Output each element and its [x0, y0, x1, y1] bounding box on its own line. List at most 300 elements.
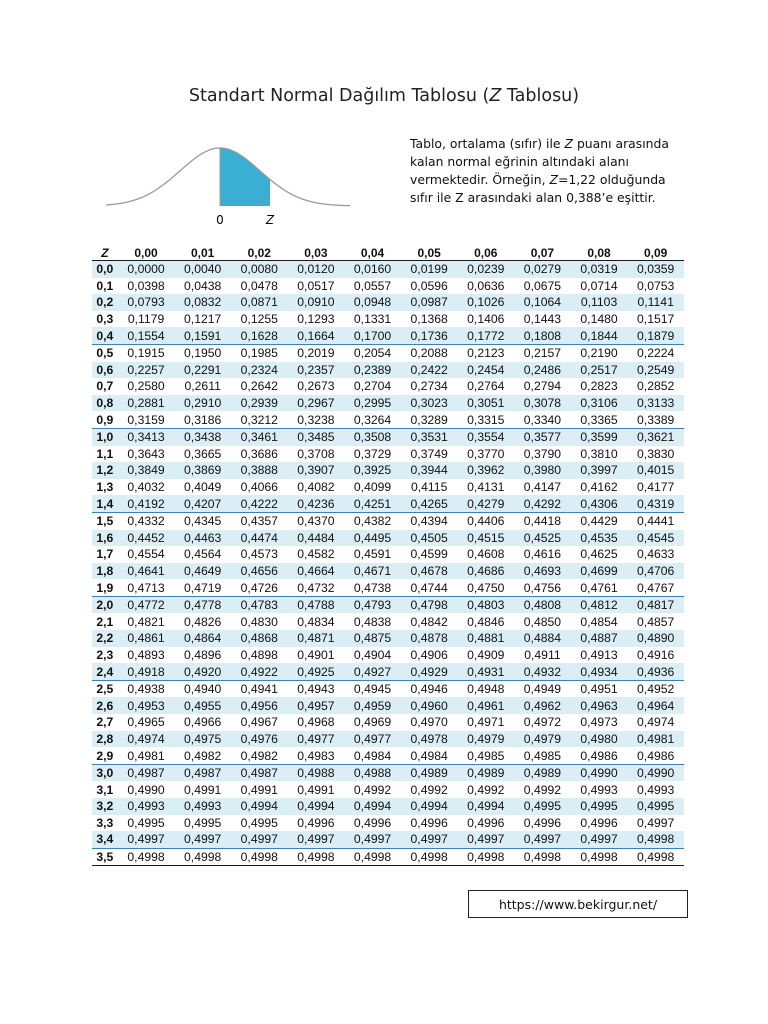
table-row: [92, 563, 684, 580]
area-cell: 0,3133: [627, 395, 684, 412]
area-cell: 0,3708: [297, 446, 335, 461]
header-col: 0,03: [288, 245, 345, 261]
area-cell: 0,4998: [174, 848, 231, 866]
area-cell: 0,4941: [231, 680, 288, 697]
area-cell: 0,4332: [118, 512, 175, 529]
area-cell: 0,1591: [174, 327, 231, 344]
area-cell: 0,4671: [344, 563, 401, 580]
table-row: [92, 428, 684, 445]
area-cell: 0,4998: [118, 848, 175, 866]
title-suffix: Tablosu): [501, 86, 580, 106]
area-cell: 0,4803: [457, 596, 514, 613]
z-value-cell: 1,9: [96, 580, 114, 595]
area-cell: 0,4988: [344, 764, 401, 781]
area-cell: 0,4956: [231, 697, 288, 714]
area-cell: 0,4990: [627, 764, 684, 781]
area-cell: 0,4633: [637, 547, 675, 562]
z-value-cell: 0,4: [92, 327, 118, 344]
area-cell: 0,4901: [297, 647, 335, 662]
table-row: [92, 848, 684, 866]
table-row: [92, 278, 684, 295]
area-cell: 0,4916: [637, 647, 675, 662]
area-cell: 0,4996: [353, 815, 392, 830]
area-cell: 0,4830: [240, 614, 278, 629]
area-cell: 0,4997: [401, 831, 458, 848]
area-cell: 0,4032: [127, 480, 165, 495]
area-cell: 0,4980: [571, 731, 628, 748]
area-cell: 0,4345: [174, 512, 231, 529]
header-col: 0,09: [627, 245, 684, 261]
area-cell: 0,4995: [514, 798, 571, 815]
table-row: [92, 731, 684, 748]
area-cell: 0,2910: [174, 395, 231, 412]
table-header-row: [92, 245, 684, 261]
z-value-cell: 2,6: [92, 697, 118, 714]
area-cell: 0,0438: [184, 278, 222, 293]
area-cell: 0,4946: [401, 680, 458, 697]
table-row: [92, 495, 684, 512]
area-cell: 0,3023: [401, 395, 458, 412]
area-cell: 0,2224: [627, 344, 684, 361]
area-cell: 0,1064: [514, 294, 571, 311]
area-cell: 0,2549: [627, 362, 684, 379]
table-row: [92, 411, 684, 428]
area-cell: 0,3264: [353, 412, 392, 427]
area-cell: 0,2486: [514, 362, 571, 379]
area-cell: 0,4382: [344, 512, 401, 529]
area-cell: 0,4236: [288, 495, 345, 512]
area-cell: 0,4761: [580, 580, 618, 595]
z-value-cell: 2,8: [92, 731, 118, 748]
area-cell: 0,1950: [174, 344, 231, 361]
area-cell: 0,1443: [523, 312, 562, 327]
z-value-cell: 2,1: [96, 614, 114, 629]
area-cell: 0,4982: [184, 748, 222, 763]
table-row: [92, 479, 684, 496]
area-cell: 0,4975: [174, 731, 231, 748]
table-row: [92, 327, 684, 344]
header-col: 0,00: [118, 245, 175, 261]
area-cell: 0,3621: [627, 428, 684, 445]
area-cell: 0,4972: [523, 715, 562, 730]
area-cell: 0,3944: [401, 462, 458, 479]
z-value-cell: 2,0: [92, 596, 118, 613]
area-cell: 0,0000: [118, 261, 175, 278]
area-cell: 0,2291: [174, 362, 231, 379]
table-row: [92, 613, 684, 630]
area-cell: 0,4515: [457, 530, 514, 547]
z-value-cell: 3,0: [92, 764, 118, 781]
area-cell: 0,2764: [467, 379, 505, 394]
area-cell: 0,4441: [627, 512, 684, 529]
area-cell: 0,4995: [184, 815, 222, 830]
table-row: [92, 530, 684, 547]
area-cell: 0,2454: [457, 362, 514, 379]
area-cell: 0,4904: [353, 647, 392, 662]
area-cell: 0,4967: [240, 715, 278, 730]
area-cell: 0,2673: [297, 379, 335, 394]
area-cell: 0,4394: [401, 512, 458, 529]
area-cell: 0,4719: [184, 580, 222, 595]
area-cell: 0,1700: [344, 327, 401, 344]
table-row: [92, 781, 684, 798]
area-cell: 0,4890: [627, 630, 684, 647]
area-cell: 0,4893: [127, 647, 165, 662]
area-cell: 0,4911: [524, 647, 561, 662]
area-cell: 0,1879: [627, 327, 684, 344]
z-value-cell: 1,0: [92, 428, 118, 445]
area-cell: 0,4997: [637, 815, 675, 830]
area-cell: 0,3869: [174, 462, 231, 479]
area-cell: 0,3749: [410, 446, 448, 461]
area-cell: 0,0160: [344, 261, 401, 278]
area-cell: 0,4788: [288, 596, 345, 613]
z-value-cell: 3,4: [92, 831, 118, 848]
area-cell: 0,4834: [297, 614, 335, 629]
normal-curve-figure: [100, 138, 360, 230]
area-cell: 0,2967: [288, 395, 345, 412]
area-cell: 0,1293: [297, 312, 335, 327]
table-row: [92, 596, 684, 613]
z-value-cell: 2,9: [96, 748, 114, 763]
area-cell: 0,3078: [514, 395, 571, 412]
area-cell: 0,1331: [353, 312, 392, 327]
area-cell: 0,4995: [240, 815, 278, 830]
area-cell: 0,3554: [457, 428, 514, 445]
area-cell: 0,4961: [457, 697, 514, 714]
description-line-4: sıfır ile Z arasındaki alan 0,388’e eşittir.: [410, 190, 656, 205]
area-cell: 0,4971: [467, 715, 505, 730]
title-prefix: Standart Normal Dağılım Tablosu (: [188, 86, 490, 106]
area-cell: 0,4564: [184, 547, 222, 562]
z-value-cell: 1,2: [92, 462, 118, 479]
area-cell: 0,3849: [118, 462, 175, 479]
table-row: [92, 663, 684, 680]
area-cell: 0,4495: [344, 530, 401, 547]
area-cell: 0,4992: [353, 782, 392, 797]
area-cell: 0,2995: [344, 395, 401, 412]
area-cell: 0,4985: [523, 748, 562, 763]
area-cell: 0,4649: [174, 563, 231, 580]
area-cell: 0,4997: [514, 831, 571, 848]
area-cell: 0,1517: [637, 312, 675, 327]
area-cell: 0,4798: [401, 596, 458, 613]
area-cell: 0,4985: [467, 748, 505, 763]
area-cell: 0,4608: [467, 547, 505, 562]
area-cell: 0,1736: [401, 327, 458, 344]
area-cell: 0,4994: [288, 798, 345, 815]
area-cell: 0,4998: [571, 848, 628, 866]
area-cell: 0,4993: [637, 782, 675, 797]
z-value-cell: 3,5: [92, 848, 118, 866]
table-row: [92, 294, 684, 311]
area-cell: 0,4996: [297, 815, 335, 830]
description-line-1: Tablo, ortalama (sıfır) ile Z puanı arasında: [410, 136, 669, 151]
area-cell: 0,2389: [344, 362, 401, 379]
title-z: Z: [489, 86, 502, 106]
area-cell: 0,4625: [580, 547, 618, 562]
area-cell: 0,4948: [457, 680, 514, 697]
page-title: [0, 86, 768, 106]
z-value-cell: 1,5: [92, 512, 118, 529]
area-cell: 0,1026: [457, 294, 514, 311]
table-row: [92, 462, 684, 479]
area-cell: 0,4452: [118, 530, 175, 547]
area-cell: 0,4998: [231, 848, 288, 866]
area-cell: 0,0199: [401, 261, 458, 278]
z-value-cell: 0,2: [92, 294, 118, 311]
area-cell: 0,4957: [288, 697, 345, 714]
area-cell: 0,4591: [353, 547, 392, 562]
table-row: [92, 546, 684, 563]
area-cell: 0,4965: [127, 715, 165, 730]
area-cell: 0,0793: [118, 294, 175, 311]
area-cell: 0,4793: [344, 596, 401, 613]
area-cell: 0,1664: [288, 327, 345, 344]
area-cell: 0,2823: [580, 379, 618, 394]
area-cell: 0,2939: [231, 395, 288, 412]
area-cell: 0,4812: [571, 596, 628, 613]
area-cell: 0,1368: [410, 312, 448, 327]
area-cell: 0,3438: [174, 428, 231, 445]
area-cell: 0,3461: [231, 428, 288, 445]
area-cell: 0,4357: [231, 512, 288, 529]
area-cell: 0,4943: [288, 680, 345, 697]
area-cell: 0,0596: [410, 278, 448, 293]
header-col: 0,02: [231, 245, 288, 261]
area-cell: 0,4966: [184, 715, 222, 730]
area-cell: 0,4015: [627, 462, 684, 479]
area-cell: 0,4922: [231, 663, 288, 680]
area-cell: 0,4726: [240, 580, 278, 595]
area-cell: 0,0871: [231, 294, 288, 311]
area-cell: 0,4996: [523, 815, 562, 830]
area-cell: 0,4732: [297, 580, 335, 595]
area-cell: 0,4969: [353, 715, 392, 730]
area-cell: 0,4982: [240, 748, 278, 763]
table-row: [92, 680, 684, 697]
area-cell: 0,4099: [353, 480, 392, 495]
area-cell: 0,4319: [627, 495, 684, 512]
area-cell: 0,3212: [240, 412, 278, 427]
area-cell: 0,3238: [297, 412, 335, 427]
area-cell: 0,3485: [288, 428, 345, 445]
area-cell: 0,1179: [127, 312, 165, 327]
website-url[interactable]: https://www.bekirgur.net/: [468, 890, 688, 918]
area-cell: 0,1808: [514, 327, 571, 344]
area-cell: 0,1480: [580, 312, 618, 327]
area-cell: 0,2580: [127, 379, 165, 394]
area-cell: 0,4998: [514, 848, 571, 866]
z-value-cell: 1,8: [92, 563, 118, 580]
area-cell: 0,1255: [240, 312, 278, 327]
area-cell: 0,4750: [467, 580, 505, 595]
area-cell: 0,3962: [457, 462, 514, 479]
area-cell: 0,0279: [514, 261, 571, 278]
area-cell: 0,4616: [523, 547, 562, 562]
area-cell: 0,4846: [467, 614, 505, 629]
area-cell: 0,4970: [410, 715, 448, 730]
area-cell: 0,4973: [580, 715, 618, 730]
area-cell: 0,4997: [571, 831, 628, 848]
area-cell: 0,4992: [523, 782, 562, 797]
area-cell: 0,4850: [523, 614, 562, 629]
area-cell: 0,2123: [457, 344, 514, 361]
area-cell: 0,2054: [344, 344, 401, 361]
table-row: [92, 630, 684, 647]
area-cell: 0,1628: [231, 327, 288, 344]
area-cell: 0,4949: [514, 680, 571, 697]
area-cell: 0,4989: [401, 764, 458, 781]
area-cell: 0,4881: [457, 630, 514, 647]
area-cell: 0,3051: [457, 395, 514, 412]
area-cell: 0,4997: [118, 831, 175, 848]
table-row: [92, 831, 684, 848]
area-cell: 0,3925: [344, 462, 401, 479]
area-cell: 0,0319: [571, 261, 628, 278]
area-cell: 0,2852: [637, 379, 675, 394]
area-cell: 0,4864: [174, 630, 231, 647]
area-cell: 0,4929: [401, 663, 458, 680]
area-cell: 0,4599: [410, 547, 448, 562]
area-cell: 0,4991: [240, 782, 278, 797]
area-cell: 0,3888: [231, 462, 288, 479]
area-cell: 0,4826: [184, 614, 222, 629]
area-cell: 0,4981: [627, 731, 684, 748]
area-cell: 0,2357: [288, 362, 345, 379]
area-cell: 0,4998: [457, 848, 514, 866]
area-cell: 0,4993: [174, 798, 231, 815]
z-value-cell: 1,6: [92, 530, 118, 547]
table-row: [92, 747, 684, 764]
area-cell: 0,3508: [344, 428, 401, 445]
area-cell: 0,4898: [240, 647, 278, 662]
z-value-cell: 1,3: [96, 480, 114, 495]
table-row: [92, 378, 684, 395]
area-cell: 0,4987: [118, 764, 175, 781]
area-cell: 0,4974: [118, 731, 175, 748]
area-cell: 0,0910: [288, 294, 345, 311]
area-cell: 0,4998: [627, 848, 684, 866]
area-cell: 0,4406: [457, 512, 514, 529]
area-cell: 0,2019: [288, 344, 345, 361]
area-cell: 0,4979: [514, 731, 571, 748]
area-cell: 0,4066: [240, 480, 278, 495]
area-cell: 0,4463: [174, 530, 231, 547]
area-cell: 0,4945: [344, 680, 401, 697]
area-cell: 0,3340: [523, 412, 562, 427]
z-value-cell: 0,0: [92, 261, 118, 278]
area-cell: 0,4279: [457, 495, 514, 512]
z-value-cell: 0,3: [96, 312, 114, 327]
area-cell: 0,4996: [467, 815, 505, 830]
area-cell: 0,4934: [571, 663, 628, 680]
area-cell: 0,1141: [627, 294, 684, 311]
area-cell: 0,1406: [467, 312, 505, 327]
area-cell: 0,2734: [410, 379, 448, 394]
z-value-cell: 0,6: [92, 362, 118, 379]
table-row: [92, 579, 684, 596]
area-cell: 0,1915: [118, 344, 175, 361]
area-cell: 0,4981: [127, 748, 165, 763]
area-cell: 0,4977: [288, 731, 345, 748]
area-cell: 0,4992: [410, 782, 448, 797]
area-cell: 0,4920: [174, 663, 231, 680]
area-cell: 0,4418: [514, 512, 571, 529]
area-cell: 0,2642: [240, 379, 278, 394]
table-row: [92, 446, 684, 463]
area-cell: 0,4713: [127, 580, 165, 595]
area-cell: 0,4817: [627, 596, 684, 613]
area-cell: 0,1554: [118, 327, 175, 344]
area-cell: 0,3643: [127, 446, 165, 461]
area-cell: 0,0359: [627, 261, 684, 278]
area-cell: 0,4931: [457, 663, 514, 680]
area-cell: 0,4959: [344, 697, 401, 714]
table-row: [92, 395, 684, 412]
area-cell: 0,2157: [514, 344, 571, 361]
area-cell: 0,0517: [297, 278, 335, 293]
area-cell: 0,4986: [580, 748, 618, 763]
area-cell: 0,4554: [127, 547, 165, 562]
area-cell: 0,0948: [344, 294, 401, 311]
area-cell: 0,4997: [457, 831, 514, 848]
area-cell: 0,4997: [174, 831, 231, 848]
area-cell: 0,4951: [571, 680, 628, 697]
area-cell: 0,3770: [467, 446, 505, 461]
area-cell: 0,4984: [410, 748, 448, 763]
area-cell: 0,4641: [118, 563, 175, 580]
area-cell: 0,4767: [637, 580, 675, 595]
table-row: [92, 362, 684, 379]
area-cell: 0,4936: [627, 663, 684, 680]
area-cell: 0,4868: [231, 630, 288, 647]
area-cell: 0,2324: [231, 362, 288, 379]
area-cell: 0,3907: [288, 462, 345, 479]
area-cell: 0,4838: [353, 614, 392, 629]
area-cell: 0,1217: [184, 312, 222, 327]
area-cell: 0,4968: [297, 715, 335, 730]
area-cell: 0,4979: [457, 731, 514, 748]
z-value-cell: 0,1: [96, 278, 114, 293]
area-cell: 0,4909: [467, 647, 505, 662]
z-value-cell: 1,1: [96, 446, 114, 461]
table-row: [92, 714, 684, 731]
area-cell: 0,4989: [457, 764, 514, 781]
area-cell: 0,4778: [174, 596, 231, 613]
area-cell: 0,4783: [231, 596, 288, 613]
area-cell: 0,4744: [410, 580, 448, 595]
area-cell: 0,4996: [410, 815, 448, 830]
area-cell: 0,4049: [184, 480, 222, 495]
area-cell: 0,4706: [627, 563, 684, 580]
area-cell: 0,4207: [174, 495, 231, 512]
area-cell: 0,4955: [174, 697, 231, 714]
area-cell: 0,0040: [174, 261, 231, 278]
area-cell: 0,3289: [410, 412, 448, 427]
area-cell: 0,4994: [401, 798, 458, 815]
area-cell: 0,3790: [523, 446, 562, 461]
area-cell: 0,4693: [514, 563, 571, 580]
area-cell: 0,4875: [344, 630, 401, 647]
area-cell: 0,2422: [401, 362, 458, 379]
area-cell: 0,4978: [401, 731, 458, 748]
area-cell: 0,4988: [288, 764, 345, 781]
area-cell: 0,1985: [231, 344, 288, 361]
area-cell: 0,4927: [344, 663, 401, 680]
area-cell: 0,2190: [571, 344, 628, 361]
area-cell: 0,2881: [118, 395, 175, 412]
